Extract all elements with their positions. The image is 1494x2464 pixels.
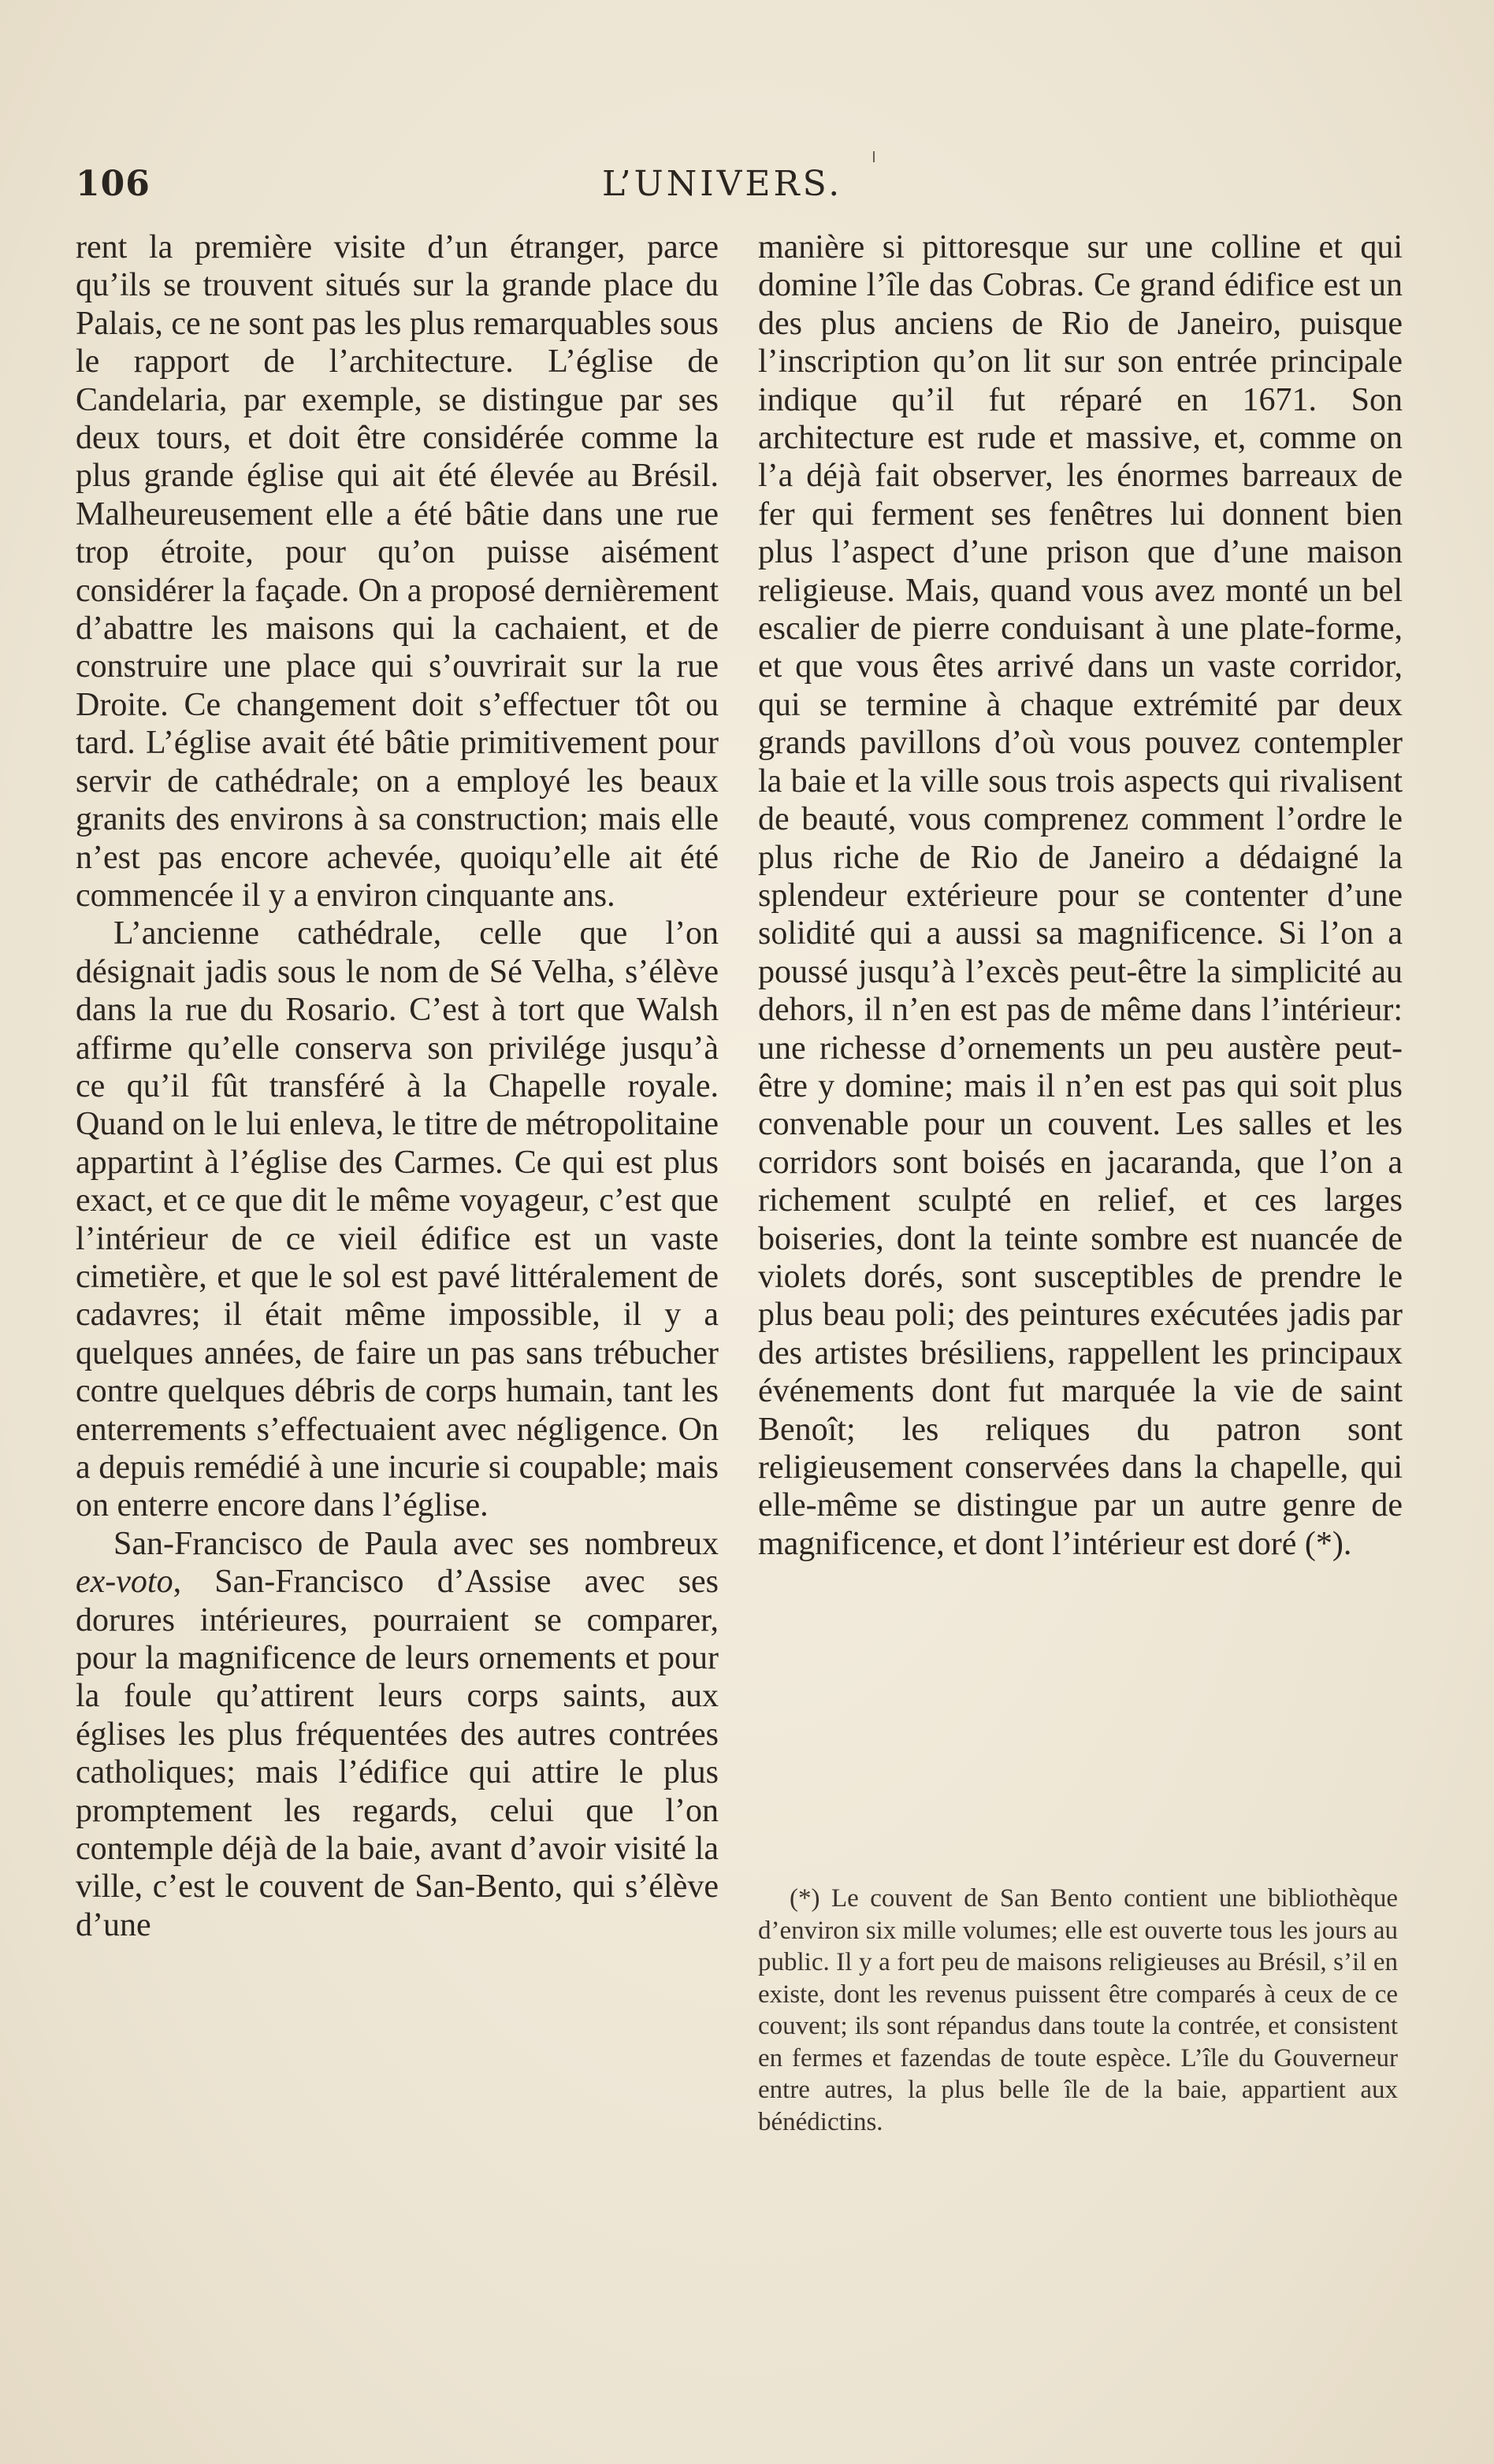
paragraph xyxy=(76,1525,719,1944)
paragraph: manière si pittoresque sur une colline et qui domine l’île das Cobras. Ce grand édifice est un des plus anciens de Rio de Janeiro, puisque l’inscription qu’on lit sur son entrée principale indique qu’il fut réparé en 1671. Son architecture est rude et massive, et, comme on l’a déjà fait observer, les énormes barreaux de fer qui ferment ses fenêtres lui donnent bien plus l’aspect d’une prison que d’une maison religieuse. Mais, quand vous avez monté un bel escalier de pierre conduisant à une plate-forme, et que vous êtes arrivé dans un vaste corridor, qui se termine à chaque extrémité par deux grands pavillons d’où vous pouvez contempler la baie et la ville sous trois aspects qui rivalisent de beauté, vous comprenez comment l’ordre le plus riche de Rio de Janeiro a dédaigné la splendeur extérieure pour se contenter d’une solidité qui a aussi sa magnificence. Si l’on a poussé jusqu’à l’excès peut-être la simplicité au dehors, il n’en est pas de même dans l’intérieur: une richesse d’ornements un peu austère peut-être y domine; mais il n’en est pas qui soit plus convenable pour un couvent. Les salles et les corridors sont boisés en jacaranda, que l’on a richement sculpté en relief, et ces larges boiseries, dont la teinte sombre est nuancée de violets dorés, sont susceptibles de prendre le plus beau poli; des peintures exécutées jadis par des artistes brésiliens, rappellent les principaux événements dont fut marquée la vie de saint Benoît; les reliques du patron sont religieusement conservées dans la chapelle, qui elle-même se distingue par un autre genre de magnificence, et dont l’intérieur est doré (*). xyxy=(758,229,1403,1562)
running-title: L’UNIVERS. xyxy=(602,164,843,204)
page-number: 106 xyxy=(76,164,151,204)
footnote xyxy=(758,1883,1398,2138)
italic-term: ex-voto xyxy=(76,1564,173,1601)
printer-mark xyxy=(873,151,875,162)
paragraph-text: San-Francisco de Paula avec ses nombreux xyxy=(113,1525,719,1562)
paragraph-text: , San-Francisco d’Assise avec ses dorures intérieures, pourraient se comparer, pour la magnificence de leurs ornements et pour la foule qu’attirent leurs corps saints, aux églises les plus fréquentées des autres contrées catholiques; mais l’édifice qui attire le plus promptement les regards, celui que l’on contemple déjà de la baie, avant d’avoir visité la ville, c’est le couvent de San-Bento, qui s’élève d’une xyxy=(76,1564,719,1943)
left-column xyxy=(76,228,719,1944)
page-header xyxy=(76,164,872,211)
paragraph: L’ancienne cathédrale, celle que l’on désignait jadis sous le nom de Sé Velha, s’élève dans la rue du Rosario. C’est à tort que Walsh affirme qu’elle conserva son privilége jusqu’à ce qu’il fût transféré à la Chapelle royale. Quand on le lui enleva, le titre de métropolitaine appartint à l’église des Carmes. Ce qui est plus exact, et ce que dit le même voyageur, c’est que l’intérieur de ce vieil édifice est un vaste cimetière, et que le sol est pavé littéralement de cadavres; il était même impossible, il y a quelques années, de faire un pas sans trébucher contre quelques débris de corps humain, tant les enterrements s’effectuaient avec négligence. On a depuis remédié à une incurie si coupable; mais on enterre encore dans l’église. xyxy=(76,915,719,1524)
paragraph: rent la première visite d’un étranger, parce qu’ils se trouvent situés sur la grande place du Palais, ce ne sont pas les plus remarquables sous le rapport de l’architecture. L’église de Candelaria, par exemple, se distingue par ses deux tours, et doit être considérée comme la plus grande église qui ait été élevée au Brésil. Malheureusement elle a été bâtie dans une rue trop étroite, pour qu’on puisse aisément considérer la façade. On a proposé dernièrement d’abattre les maisons qui la cachaient, et de construire une place qui s’ouvrirait sur la rue Droite. Ce changement doit s’effectuer tôt ou tard. L’église avait été bâtie primitivement pour servir de cathédrale; on a employé les beaux granits des environs à sa construction; mais elle n’est pas encore achevée, quoiqu’elle ait été commencée il y a environ cinquante ans. xyxy=(76,229,719,914)
right-column xyxy=(758,228,1403,1563)
footnote-text: (*) Le couvent de San Bento contient une bibliothèque d’environ six mille volumes; elle est ouverte tous les jours au public. Il y a fort peu de maisons religieuses au Brésil, s’il en existe, dont les revenus puissent être comparés à ceux de ce couvent; ils sont répandus dans toute la contrée, et consistent en fermes et fazendas de toute espèce. L’île du Gouverneur entre autres, la plus belle île de la baie, appartient aux bénédictins. xyxy=(758,1884,1398,2136)
